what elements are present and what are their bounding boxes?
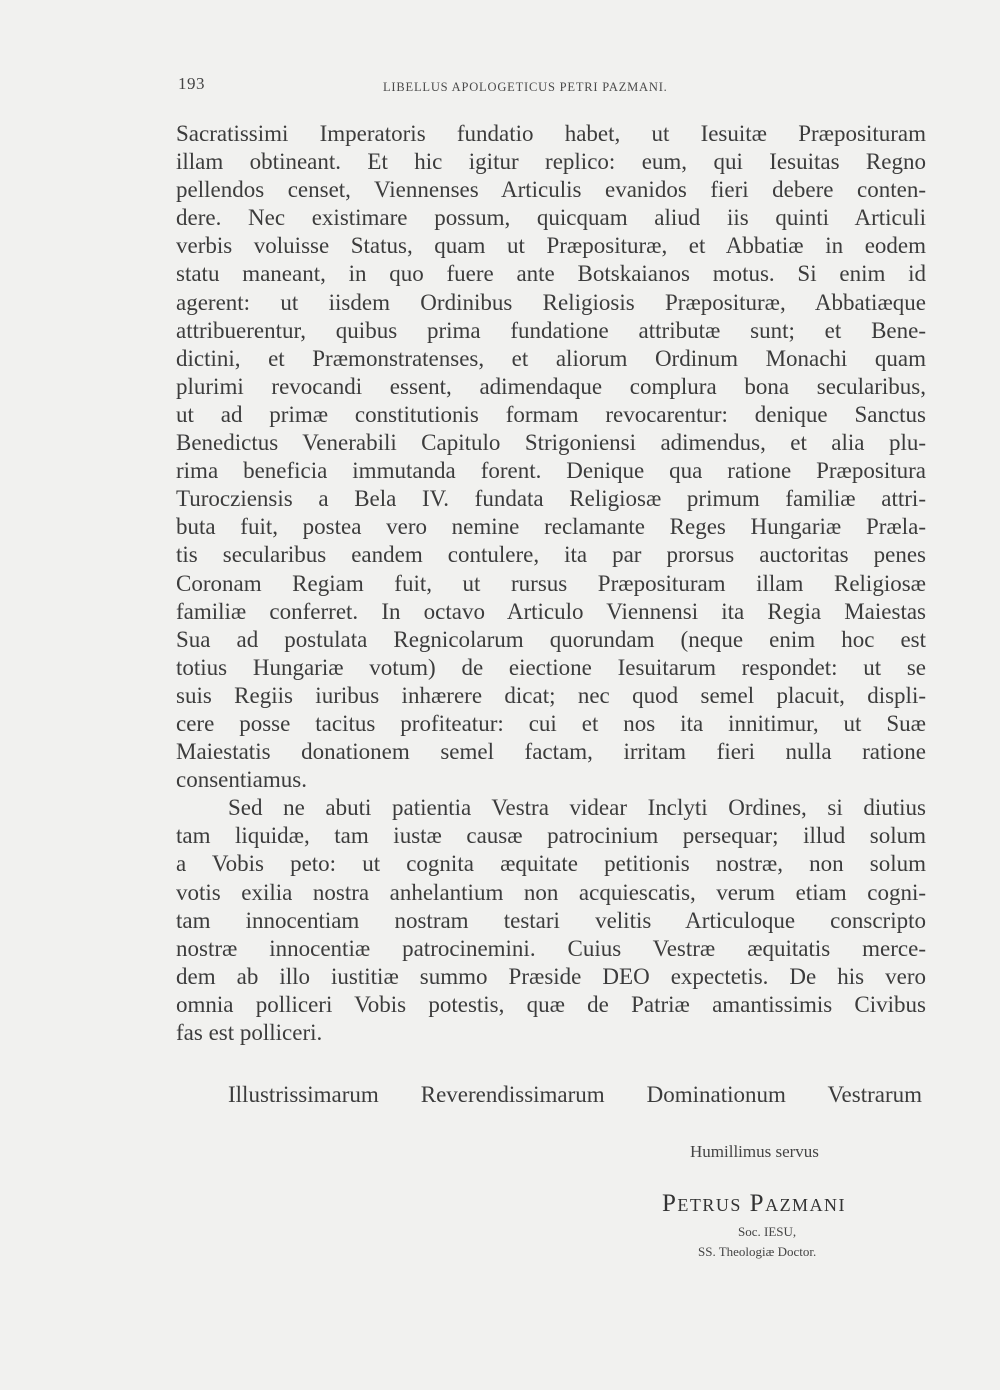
text-line: a Vobis peto: ut cognita æquitate petitionis nostræ, non solum bbox=[176, 851, 926, 877]
text-line: familiæ conferret. In octavo Articulo Viennensi ita Regia Maiestas bbox=[176, 598, 926, 624]
text-line: fas est polliceri. bbox=[176, 1020, 323, 1045]
text-line: totius Hungariæ votum) de eiectione Iesuitarum respondet: ut se bbox=[176, 654, 926, 680]
text-line: Sed ne abuti patientia Vestra videar Inclyti Ordines, si diutius bbox=[228, 795, 926, 821]
body-text bbox=[176, 120, 926, 1047]
text-line: attribuerentur, quibus prima fundatione attributæ sunt; et Bene- bbox=[176, 317, 926, 343]
running-head: LIBELLUS APOLOGETICUS PETRI PAZMANI. bbox=[383, 80, 668, 94]
text-line: plurimi revocandi essent, adimendaque complura bona secularibus, bbox=[176, 373, 926, 399]
text-line: suis Regiis iuribus inhærere dicat; nec quod semel placuit, displi- bbox=[176, 682, 926, 708]
text-line: Sua ad postulata Regnicolarum quorundam (neque enim hoc est bbox=[176, 626, 926, 652]
text-line: illam obtineant. Et hic igitur replico: eum, qui Iesuitas Regno bbox=[176, 149, 926, 175]
text-line: votis exilia nostra anhelantium non acquiescatis, verum etiam cogni- bbox=[176, 879, 926, 905]
signature-title: SS. Theologiæ Doctor. bbox=[698, 1244, 817, 1259]
text-line: Benedictus Venerabili Capitulo Strigoniensi adimendus, et alia plu- bbox=[176, 430, 926, 456]
text-line: dere. Nec existimare possum, quicquam aliud iis quinti Articuli bbox=[176, 205, 926, 231]
text-line: dictini, et Præmonstratenses, et aliorum Ordinum Monachi quam bbox=[176, 345, 926, 371]
text-line: consentiamus. bbox=[176, 767, 307, 793]
text-line: rima beneficia immutanda forent. Denique qua ratione Præpositura bbox=[176, 458, 926, 484]
text-line: Turocziensis a Bela IV. fundata Religiosæ primum familiæ attri- bbox=[176, 486, 926, 512]
signature-name: Petrus Pazmani bbox=[662, 1190, 847, 1217]
text-line: dem ab illo iustitiæ summo Præside DEO expectetis. De his vero bbox=[176, 963, 926, 989]
text-line: verbis voluisse Status, quam ut Præposituræ, et Abbatiæ in eodem bbox=[176, 233, 926, 259]
text-line: omnia polliceri Vobis potestis, quæ de Patriæ amantissimis Civibus bbox=[176, 991, 926, 1017]
text-line: buta fuit, postea vero nemine reclamante Reges Hungariæ Præla- bbox=[176, 514, 926, 540]
text-line: tam liquidæ, tam iustæ causæ patrocinium persequar; illud solum bbox=[176, 823, 926, 849]
text-line: pellendos censet, Viennenses Articulis evanidos fieri debere conten- bbox=[176, 177, 926, 203]
text-line: statu maneant, in quo fuere ante Botskaianos motus. Si enim id bbox=[176, 261, 926, 287]
text-line: ut ad primæ constitutionis formam revocarentur: denique Sanctus bbox=[176, 401, 926, 427]
text-line: tam innocentiam nostram testari velitis Articuloque conscripto bbox=[176, 907, 926, 933]
text-line: cere posse tacitus profiteatur: cui et nos ita innitimur, ut Suæ bbox=[176, 710, 926, 736]
text-line: Coronam Regiam fuit, ut rursus Præposituram illam Religiosæ bbox=[176, 570, 926, 596]
text-line: agerent: ut iisdem Ordinibus Religiosis Præposituræ, Abbatiæque bbox=[176, 289, 926, 315]
text-line: Sacratissimi Imperatoris fundatio habet, ut Iesuitæ Præposituram bbox=[176, 121, 926, 146]
text-line: nostræ innocentiæ patrocinemini. Cuius Vestræ æquitatis merce- bbox=[176, 935, 926, 961]
text-line: Maiestatis donationem semel factam, irritam fieri nulla ratione bbox=[176, 739, 926, 765]
page-number: 193 bbox=[178, 74, 205, 93]
signature-society: Soc. IESU, bbox=[738, 1224, 797, 1239]
closing-salutation: Illustrissimarum Reverendissimarum Dominationum Vestrarum bbox=[228, 1082, 922, 1107]
signature-servus: Humillimus servus bbox=[690, 1142, 819, 1161]
text-line: tis secularibus eandem contulere, ita par prorsus auctoritas penes bbox=[176, 542, 926, 568]
